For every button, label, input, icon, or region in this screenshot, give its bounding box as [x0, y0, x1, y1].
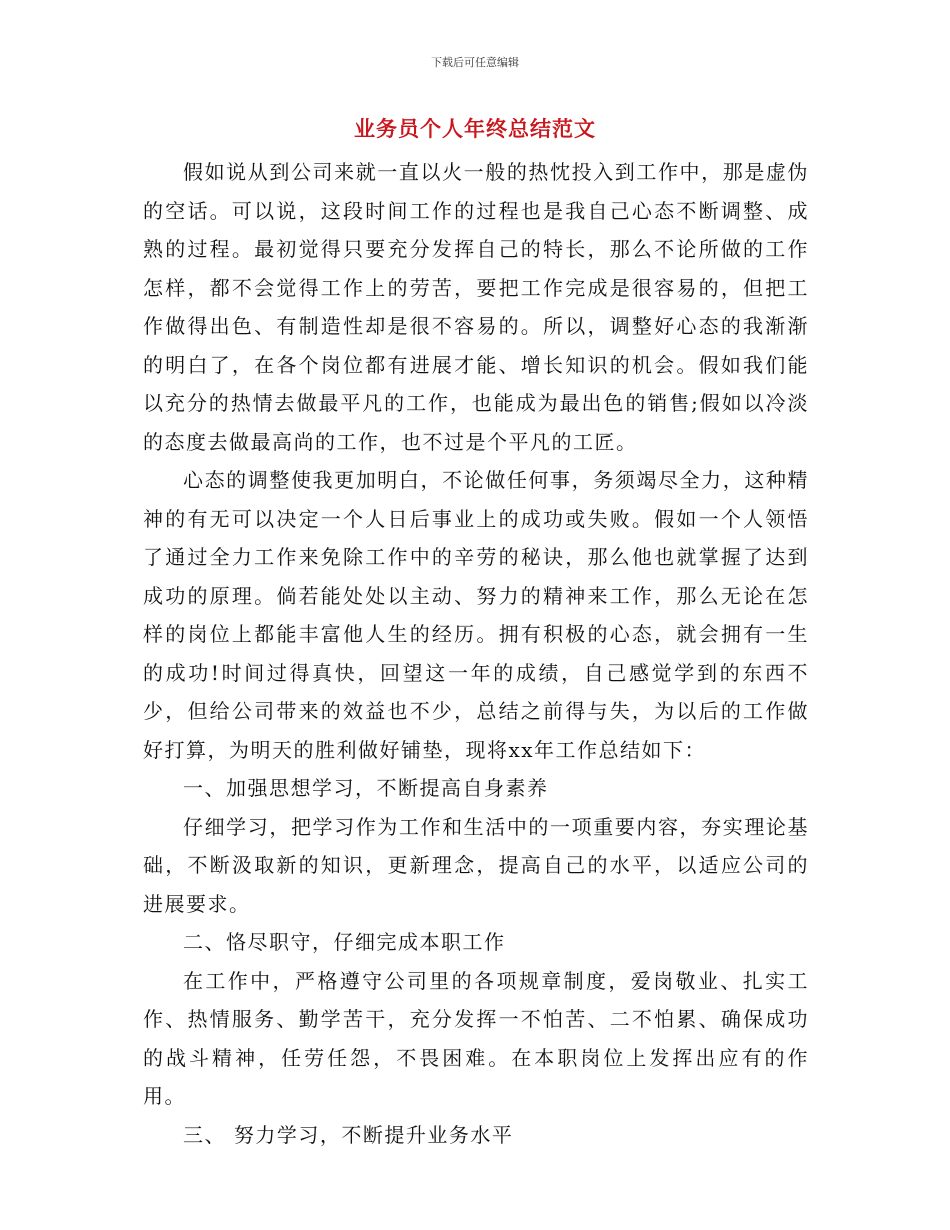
paragraph-intro: 假如说从到公司来就一直以火一般的热忱投入到工作中，那是虚伪的空话。可以说，这段时间工作的过程也是我自己心态不断调整、成熟的过程。最初觉得只要充分发挥自己的特长，那么不论所做的工作怎样，都不会觉得工作上的劳苦，要把工作完成是很容易的，但把工作做得出色、有制造性却是很不容易的。所以，调整好心态的我渐渐的明白了，在各个岗位都有进展才能、增长知识的机会。假如我们能以充分的热情去做最平凡的工作，也能成为最出色的销售;假如以冷淡的态度去做最高尚的工作，也不过是个平凡的工匠。 — [143, 160, 809, 454]
header-note: 下载后可任意编辑 — [431, 56, 519, 69]
paragraph-mindset: 心态的调整使我更加明白，不论做任何事，务须竭尽全力，这种精神的有无可以决定一个人日后事业上的成功或失败。假如一个人领悟了通过全力工作来免除工作中的辛劳的秘诀，那么他也就掌握了达到成功的原理。倘若能处处以主动、努力的精神来工作，那么无论在怎样的岗位上都能丰富他人生的经历。拥有积极的心态，就会拥有一生的成功!时间过得真快，回望这一年的成绩，自己感觉学到的东西不少，但给公司带来的效益也不少，总结之前得与失，为以后的工作做好打算，为明天的胜利做好铺垫，现将xx年工作总结如下： — [143, 468, 809, 762]
paragraph-study: 仔细学习，把学习作为工作和生活中的一项重要内容，夯实理论基础，不断汲取新的知识，更新理念，提高自己的水平，以适应公司的进展要求。 — [143, 814, 809, 916]
document-body — [143, 153, 809, 1154]
document-title: 业务员个人年终总结范文 — [354, 117, 596, 141]
section-heading-3: 三、 努力学习，不断提升业务水平 — [183, 1122, 514, 1147]
section-heading-1: 一、加强思想学习，不断提高自身素养 — [183, 776, 549, 800]
section-heading-2: 二、恪尽职守，仔细完成本职工作 — [183, 930, 506, 954]
paragraph-duty: 在工作中，严格遵守公司里的各项规章制度，爱岗敬业、扎实工作、热情服务、勤学苦干，充分发挥一不怕苦、二不怕累、确保成功的战斗精神，任劳任怨，不畏困难。在本职岗位上发挥出应有的作用。 — [143, 968, 809, 1108]
